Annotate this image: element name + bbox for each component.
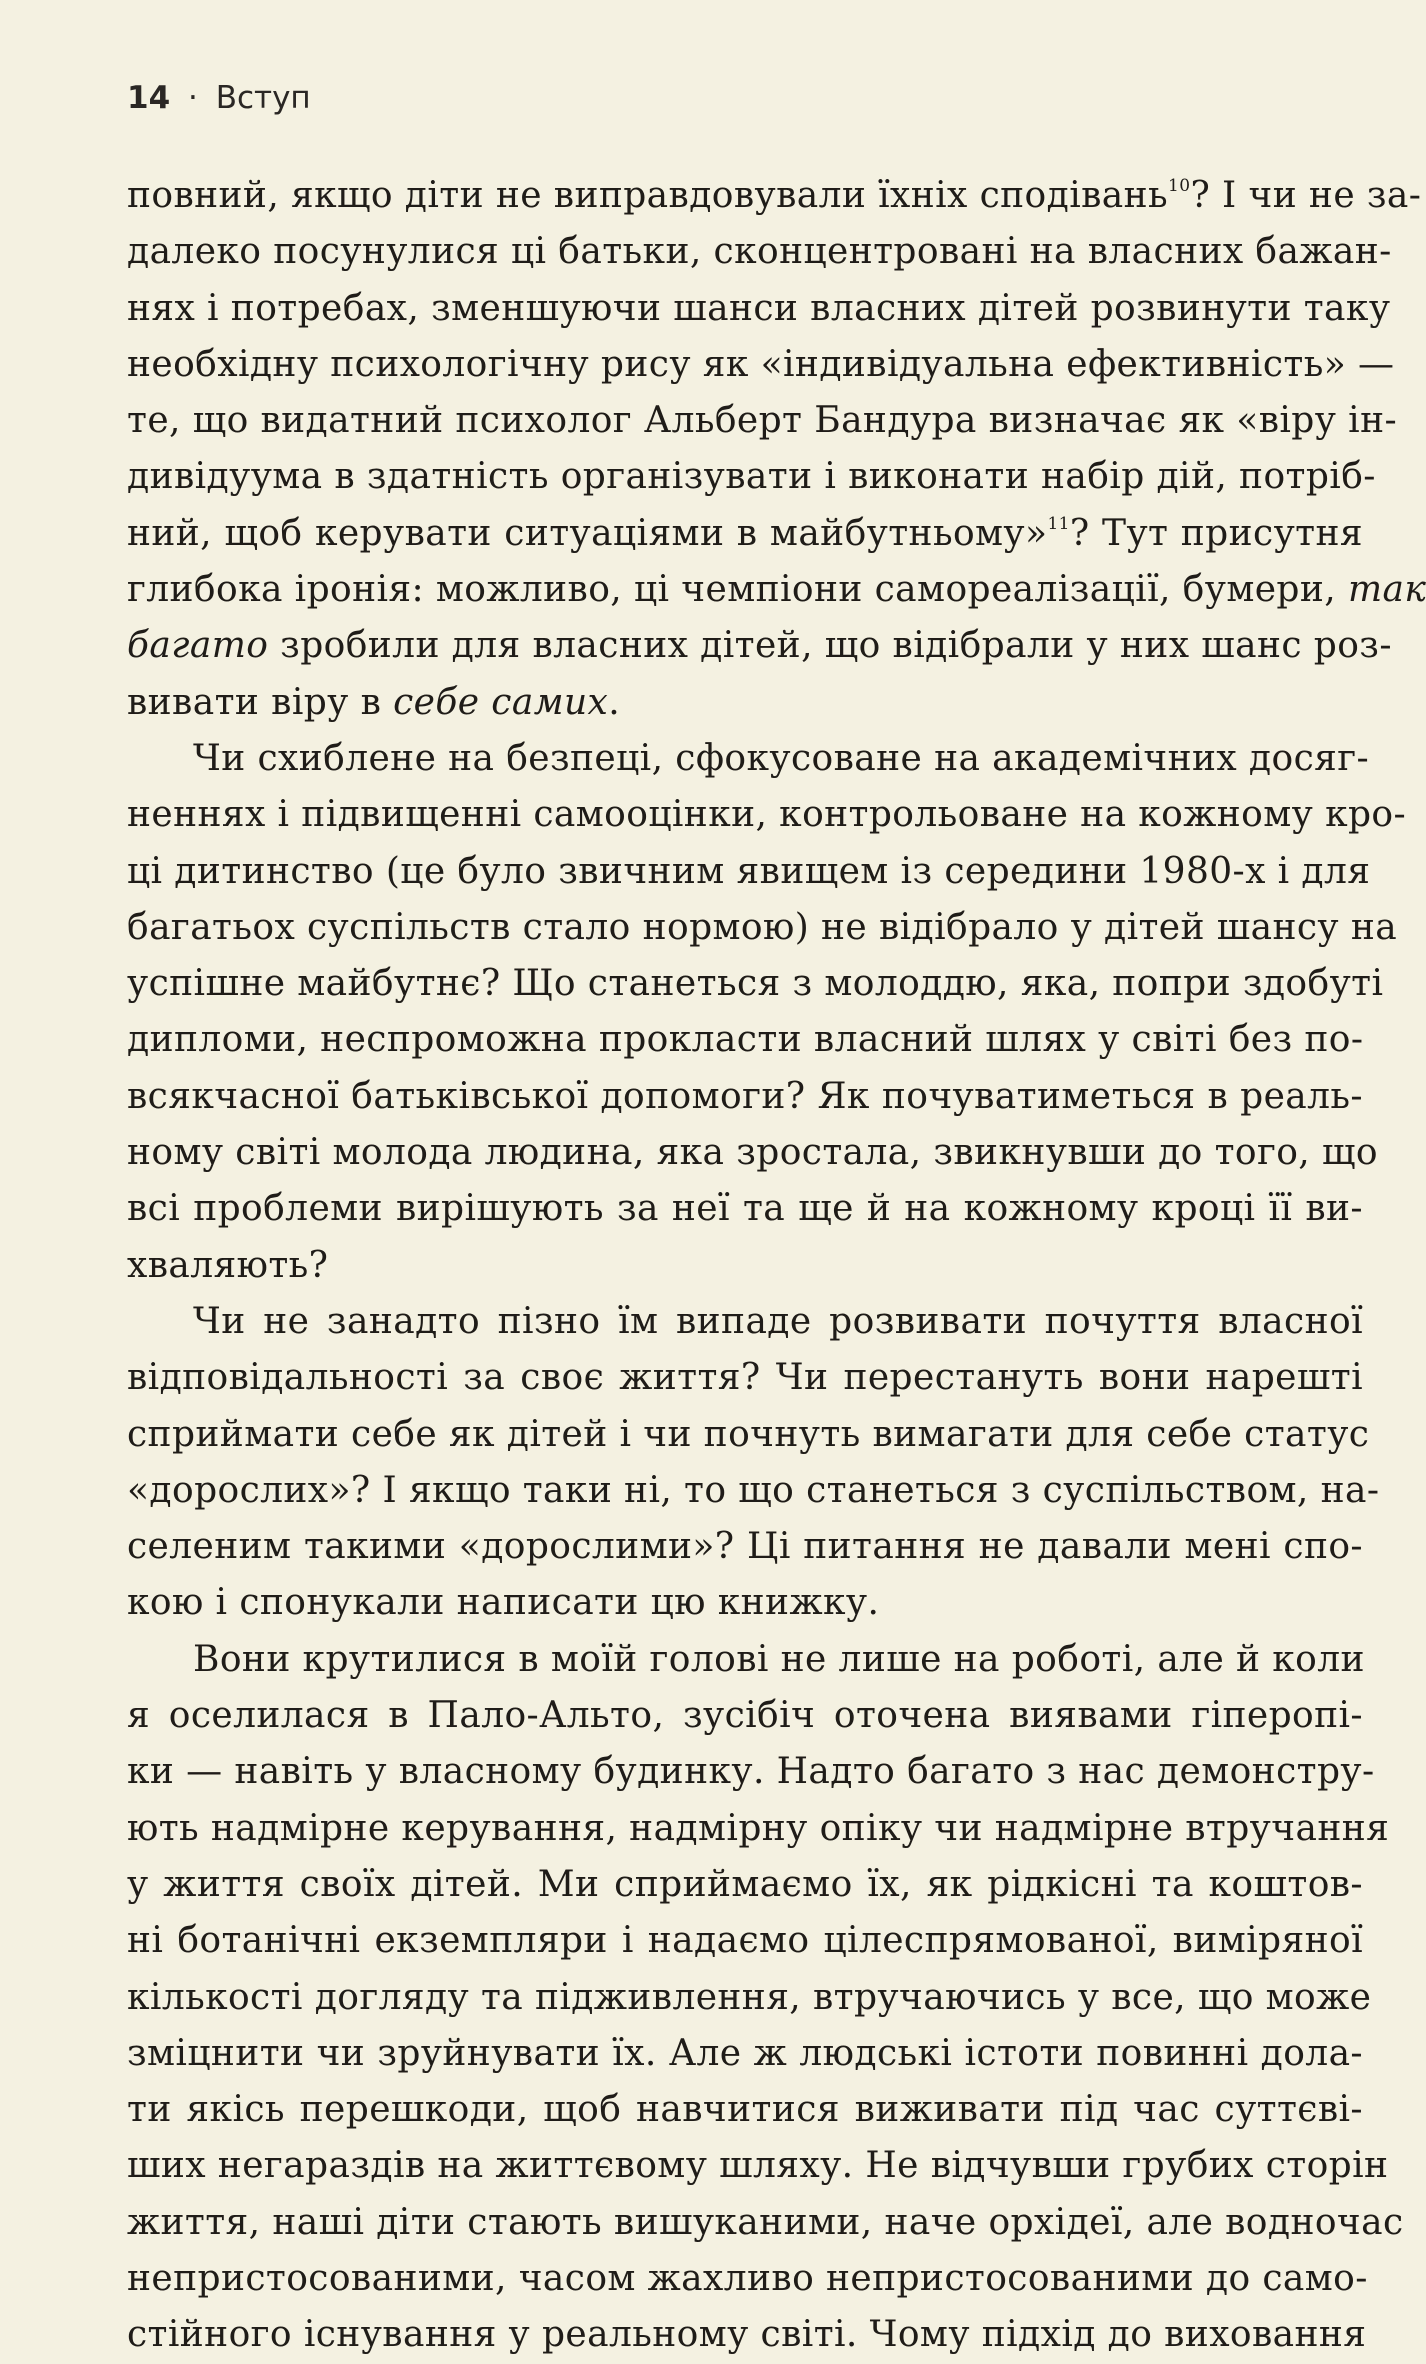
text-segment: далеко посунулися ці батьки, сконцентровані на власних бажан- [127, 231, 1392, 273]
text-line [127, 1857, 1363, 1913]
text-segment: ти якісь перешкоди, щоб навчитися виживати під час суттєві- [127, 2089, 1363, 2131]
text-line [127, 393, 1398, 449]
text-segment: життя, наші діти стають вишуканими, наче орхідеї, але водночас [127, 2201, 1404, 2243]
text-line [127, 1294, 1363, 1350]
text-line [127, 1688, 1363, 1744]
text-line [127, 224, 1392, 280]
header-separator: · [188, 80, 198, 116]
text-line [127, 1632, 1363, 1688]
text-segment: вивати віру в [127, 681, 394, 723]
text-segment: Чи не занадто пізно їм випаде розвивати почуття власної [193, 1300, 1363, 1342]
text-line [127, 2195, 1404, 2251]
text-segment: «дорослих»? І якщо таки ні, то що станеться з суспільством, на- [127, 1469, 1380, 1511]
text-line [127, 618, 1392, 674]
text-line [127, 1575, 1363, 1631]
text-line [127, 787, 1407, 843]
text-line [127, 168, 1422, 224]
text-segment: повний, якщо діти не виправдовували їхніх сподівань [127, 175, 1169, 216]
text-line [127, 1407, 1370, 1463]
text-line [127, 675, 1363, 731]
text-segment: ? І чи не за- [1190, 175, 1422, 216]
text-segment: непристосованими, часом жахливо непристосованими до само- [127, 2257, 1368, 2299]
text-segment: ний, щоб керувати ситуаціями в майбутньому» [127, 512, 1048, 554]
text-line [127, 2307, 1367, 2363]
text-segment: я оселилася в Пало-Альто, зусібіч оточена виявами гіперопі- [127, 1695, 1363, 1737]
text-segment: всі проблеми вирішують за неї та ще й на кожному кроці її ви- [127, 1188, 1363, 1230]
text-segment: неннях і підвищенні самооцінки, контрольоване на кожному кро- [127, 794, 1407, 836]
text-line [127, 1463, 1380, 1519]
text-segment: ки — навіть у власному будинку. Надто багато з нас демонстру- [127, 1751, 1375, 1793]
text-line [127, 1519, 1363, 1575]
text-segment: необхідну психологічну рису як «індивідуальна ефективність» — [127, 343, 1395, 385]
text-segment: дипломи, неспроможна прокласти власний шлях у світі без по- [127, 1019, 1364, 1061]
text-segment: ні ботанічні екземпляри і надаємо цілеспрямованої, виміряної [127, 1920, 1363, 1962]
section-title: Вступ [215, 80, 311, 116]
text-segment: ших негараздів на життєвому шляху. Не відчувши грубих сторін [127, 2145, 1389, 2187]
text-line [127, 337, 1395, 393]
text-segment: ? Тут присутня [1069, 512, 1363, 554]
text-segment: кількості догляду та підживлення, втручаючись у все, що може [127, 1976, 1372, 2018]
text-line [127, 281, 1391, 337]
text-line [127, 731, 1370, 787]
text-line [127, 562, 1426, 618]
text-segment: те, що видатний психолог Альберт Бандура визначає як «віру ін- [127, 400, 1398, 442]
emphasis-text: себе самих [393, 681, 609, 723]
text-segment: селеним такими «дорослими»? Ці питання не давали мені спо- [127, 1526, 1363, 1568]
text-segment: всякчасної батьківської допомоги? Як почуватиметься в реаль- [127, 1075, 1363, 1117]
text-segment: успішне майбутнє? Що станеться з молоддю, яка, попри здобуті [127, 963, 1384, 1005]
text-line [127, 1238, 1363, 1294]
text-segment: зробили для власних дітей, що відібрали у них шанс роз- [268, 625, 1392, 667]
text-segment: зміцнити чи зруйнувати їх. Але ж людські істоти повинні дола- [127, 2032, 1363, 2074]
text-line [127, 900, 1398, 956]
text-line [127, 449, 1376, 505]
text-segment: дивідуума в здатність організувати і виконати набір дій, потріб- [127, 456, 1376, 498]
text-line [127, 2138, 1389, 2194]
text-line [127, 1069, 1363, 1125]
footnote-marker: 10 [1168, 176, 1191, 196]
text-line [127, 1744, 1375, 1800]
text-line [127, 1012, 1363, 1068]
text-segment: ють надмірне керування, надмірну опіку чи надмірне втручання [127, 1807, 1390, 1849]
emphasis-text: багато [127, 625, 269, 667]
text-line [127, 1350, 1363, 1406]
text-segment: ці дитинство (це було звичним явищем із середини 1980-х і для [127, 850, 1371, 892]
text-line [127, 1970, 1372, 2026]
text-line [127, 1913, 1363, 1969]
text-segment: у життя своїх дітей. Ми сприймаємо їх, як рідкісні та коштов- [127, 1863, 1363, 1905]
text-segment: хваляють? [127, 1244, 329, 1286]
text-segment: відповідальності за своє життя? Чи перестануть вони нарешті [127, 1357, 1363, 1399]
text-segment: багатьох суспільств стало нормою) не відібрало у дітей шансу на [127, 906, 1398, 948]
text-line [127, 844, 1371, 900]
running-header [127, 80, 311, 116]
text-segment: глибока іронія: можливо, ці чемпіони самореалізації, бумери, [127, 569, 1348, 611]
body-text [127, 168, 1426, 2364]
text-line [127, 1801, 1390, 1857]
text-segment: сприймати себе як дітей і чи почнуть вимагати для себе статус [127, 1413, 1370, 1455]
text-segment: . [608, 681, 621, 723]
emphasis-text: так [1347, 569, 1426, 611]
text-line [127, 2082, 1363, 2138]
footnote-marker: 11 [1047, 513, 1070, 534]
text-line [127, 506, 1363, 562]
text-segment: стійного існування у реальному світі. Чому підхід до виховання [127, 2314, 1367, 2356]
text-segment: кою і спонукали написати цю книжку. [127, 1582, 880, 1624]
text-segment: Чи схиблене на безпеці, сфокусоване на академічних досяг- [193, 737, 1370, 779]
text-line [127, 1181, 1363, 1237]
page-number: 14 [127, 80, 171, 116]
text-line [127, 956, 1384, 1012]
text-segment: ному світі молода людина, яка зростала, звикнувши до того, що [127, 1132, 1378, 1174]
text-line [127, 2251, 1368, 2307]
text-segment: Вони крутилися в моїй голові не лише на роботі, але й коли [193, 1638, 1365, 1680]
text-line [127, 2026, 1363, 2082]
text-line [127, 1125, 1378, 1181]
text-segment: нях і потребах, зменшуючи шанси власних дітей розвинути таку [127, 287, 1391, 329]
